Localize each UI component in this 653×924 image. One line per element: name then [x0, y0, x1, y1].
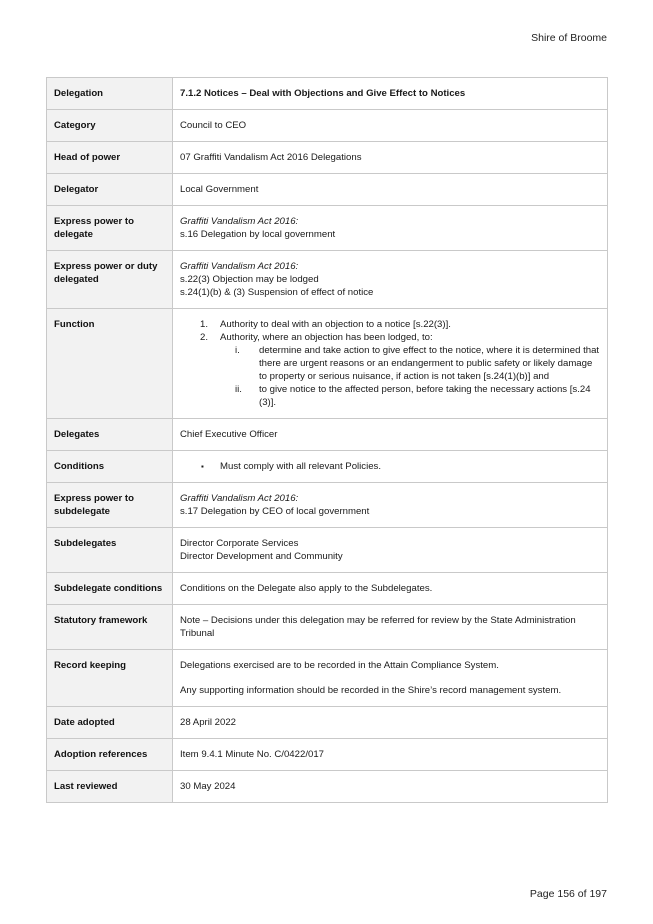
- section-line: s.16 Delegation by local government: [180, 229, 336, 240]
- value-head-of-power: 07 Graffiti Vandalism Act 2016 Delegations: [173, 142, 608, 174]
- value-delegation-title: 7.1.2 Notices – Deal with Objections and Give Effect to Notices: [173, 78, 608, 110]
- value-subdelegate-conditions: Conditions on the Delegate also apply to the Subdelegates.: [173, 573, 608, 605]
- label-head-of-power: Head of power: [47, 142, 173, 174]
- label-date-adopted: Date adopted: [47, 707, 173, 739]
- value-last-reviewed: 30 May 2024: [173, 771, 608, 803]
- label-express-power-subdelegate: Express power to subdelegate: [47, 483, 173, 528]
- record-keeping-para: Any supporting information should be recorded in the Shire’s record management system.: [180, 685, 562, 696]
- row-subdelegate-conditions: [47, 573, 608, 605]
- page-number: Page 156 of 197: [529, 888, 607, 900]
- row-delegation: [47, 78, 608, 110]
- label-function: Function: [47, 309, 173, 419]
- item-number: 2.: [200, 332, 209, 343]
- act-name: Graffiti Vandalism Act 2016:: [180, 261, 299, 272]
- value-date-adopted: 28 April 2022: [173, 707, 608, 739]
- label-delegation: Delegation: [47, 78, 173, 110]
- subdelegate-line: Director Development and Community: [180, 551, 343, 562]
- row-conditions: [47, 451, 608, 483]
- row-record-keeping: [47, 650, 608, 707]
- section-line: s.24(1)(b) & (3) Suspension of effect of notice: [180, 287, 374, 298]
- subdelegate-line: Director Corporate Services: [180, 538, 299, 549]
- label-subdelegate-conditions: Subdelegate conditions: [47, 573, 173, 605]
- row-category: [47, 110, 608, 142]
- function-sublist: [220, 344, 600, 409]
- subitem-number: ii.: [235, 384, 242, 395]
- row-statutory-framework: [47, 605, 608, 650]
- label-category: Category: [47, 110, 173, 142]
- value-express-power-duty: [173, 251, 608, 309]
- section-line: s.22(3) Objection may be lodged: [180, 274, 319, 285]
- section-line: s.17 Delegation by CEO of local government: [180, 506, 370, 517]
- row-express-power-duty: [47, 251, 608, 309]
- delegation-table: [46, 77, 608, 803]
- row-head-of-power: [47, 142, 608, 174]
- value-conditions: [173, 451, 608, 483]
- row-date-adopted: [47, 707, 608, 739]
- function-item: [180, 318, 600, 331]
- value-delegates: Chief Executive Officer: [173, 419, 608, 451]
- row-subdelegates: [47, 528, 608, 573]
- label-conditions: Conditions: [47, 451, 173, 483]
- function-list: [180, 318, 600, 409]
- label-statutory-framework: Statutory framework: [47, 605, 173, 650]
- item-text: Authority, where an objection has been lodged, to:: [220, 332, 433, 343]
- value-function: [173, 309, 608, 419]
- label-express-power-delegate: Express power to delegate: [47, 206, 173, 251]
- value-category: Council to CEO: [173, 110, 608, 142]
- act-name: Graffiti Vandalism Act 2016:: [180, 216, 299, 227]
- subitem-text: determine and take action to give effect to the notice, where it is determined that there are urgent reasons or an endangerment to public safety or likely damage to property or serious nuisance, if action is not taken [s.24(1)(b)] and: [259, 345, 600, 382]
- label-delegator: Delegator: [47, 174, 173, 206]
- value-express-power-delegate: [173, 206, 608, 251]
- value-statutory-framework: Note – Decisions under this delegation may be referred for review by the State Administration Tribunal: [173, 605, 608, 650]
- function-item: [180, 331, 600, 409]
- condition-item: [180, 460, 600, 473]
- label-last-reviewed: Last reviewed: [47, 771, 173, 803]
- function-subitem: [220, 344, 600, 383]
- item-text: Authority to deal with an objection to a notice [s.22(3)].: [220, 319, 451, 330]
- label-adoption-references: Adoption references: [47, 739, 173, 771]
- value-adoption-references: Item 9.4.1 Minute No. C/0422/017: [173, 739, 608, 771]
- subitem-number: i.: [235, 345, 240, 356]
- value-delegator: Local Government: [173, 174, 608, 206]
- value-express-power-subdelegate: [173, 483, 608, 528]
- row-adoption-references: [47, 739, 608, 771]
- condition-text: Must comply with all relevant Policies.: [220, 461, 382, 472]
- label-record-keeping: Record keeping: [47, 650, 173, 707]
- label-express-power-duty: Express power or duty delegated: [47, 251, 173, 309]
- label-subdelegates: Subdelegates: [47, 528, 173, 573]
- value-subdelegates: [173, 528, 608, 573]
- row-delegator: [47, 174, 608, 206]
- row-express-power-delegate: [47, 206, 608, 251]
- conditions-list: [180, 460, 600, 473]
- subitem-text: to give notice to the affected person, before taking the necessary actions [s.24 (3)].: [259, 384, 591, 408]
- label-delegates: Delegates: [47, 419, 173, 451]
- row-function: [47, 309, 608, 419]
- act-name: Graffiti Vandalism Act 2016:: [180, 493, 299, 504]
- organisation-header: Shire of Broome: [531, 32, 607, 44]
- item-number: 1.: [200, 319, 209, 330]
- row-last-reviewed: [47, 771, 608, 803]
- row-delegates: [47, 419, 608, 451]
- row-express-power-subdelegate: [47, 483, 608, 528]
- value-record-keeping: [173, 650, 608, 707]
- function-subitem: [220, 383, 600, 409]
- square-bullet-icon: ▪: [201, 462, 204, 471]
- record-keeping-para: Delegations exercised are to be recorded in the Attain Compliance System.: [180, 660, 499, 671]
